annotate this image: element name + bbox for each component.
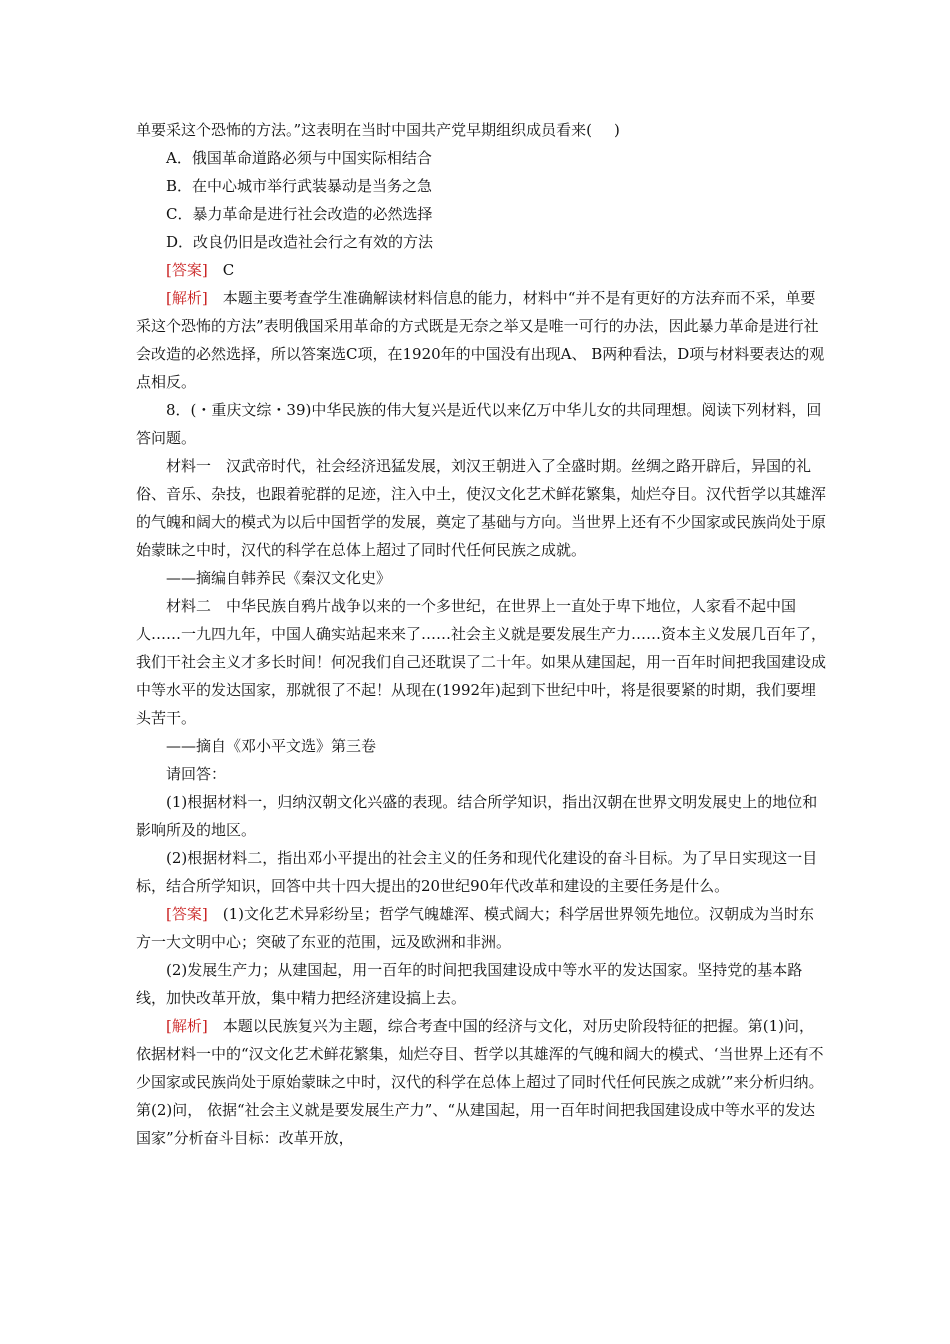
q8-analysis [136, 1012, 826, 1152]
q7-stem-tail [136, 116, 826, 144]
q8-material-1: 材料一 汉武帝时代，社会经济迅猛发展，刘汉王朝进入了全盛时期。丝绸之路开辟后，异国的礼俗、音乐、杂技，也跟着驼群的足迹，注入中土，使汉文化艺术鲜花繁集，灿烂夺目。汉代哲学以其雄浑的气魄和阔大的模式为以后中国哲学的发展，奠定了基础与方向。当世界上还有不少国家或民族尚处于原始蒙昧之中时，汉代的科学在总体上超过了同时代任何民族之成就。 [136, 457, 827, 559]
q8-analysis-text: 本题以民族复兴为主题，综合考查中国的经济与文化，对历史阶段特征的把握。第(1)问，依据材料一中的“汉文化艺术鲜花繁集，灿烂夺目、哲学以其雄浑的气魄和阔大的模式、‘当世界上还有不少国家或民族尚处于原始蒙昧之中时，汉代的科学在总体上超过了同时代任何民族之成就’”来分析归纳。第(2)问， 依据“社会主义就是要发展生产力”、“从建国起，用一百年时间把我国建设成中等水平的发达国家”分析奋斗目标：改革开放， [136, 1017, 824, 1147]
analysis-tag: [解析] [166, 1017, 208, 1035]
q8-answer-2: (2)发展生产力；从建国起，用一百年的时间把我国建设成中等水平的发达国家。坚持党的基本路线，加快改革开放，集中精力把经济建设搞上去。 [136, 961, 803, 1007]
q7-option-a: A．俄国革命道路必须与中国实际相结合 [166, 149, 432, 167]
answer-tag: [答案] [166, 905, 208, 923]
q7-option-c: C．暴力革命是进行社会改造的必然选择 [166, 205, 433, 223]
analysis-tag: [解析] [166, 289, 208, 307]
q8-subquestion-1: (1)根据材料一，归纳汉朝文化兴盛的表现。结合所学知识，指出汉朝在世界文明发展史上的地位和影响所及的地区。 [136, 793, 818, 839]
q8-answer-1 [136, 900, 826, 956]
q7-analysis [136, 284, 826, 396]
q7-analysis-text: 本题主要考查学生准确解读材料信息的能力，材料中“并不是有更好的方法弃而不采，单要采这个恐怖的方法”表明俄国采用革命的方式既是无奈之举又是唯一可行的办法，因此暴力革命是进行社会改造的必然选择，所以答案选C项，在1920年的中国没有出现A、 B两种看法，D项与材料要表达的观点相反。 [136, 289, 825, 391]
q7-stem-text: 单要采这个恐怖的方法。”这表明在当时中国共产党早期组织成员看来( [136, 121, 593, 139]
q7-answer [136, 256, 826, 284]
q7-option-d: D．改良仍旧是改造社会行之有效的方法 [166, 233, 434, 251]
answer-tag: [答案] [166, 261, 208, 279]
q8-source-2: ——摘自《邓小平文选》第三卷 [166, 737, 377, 755]
q8-subquestion-2: (2)根据材料二，指出邓小平提出的社会主义的任务和现代化建设的奋斗目标。为了早日实现这一目标，结合所学知识，回答中共十四大提出的20世纪90年代改革和建设的主要任务是什么。 [136, 849, 818, 895]
q8-material-2: 材料二 中华民族自鸦片战争以来的一个多世纪，在世界上一直处于卑下地位，人家看不起中国人……一九四九年，中国人确实站起来来了……社会主义就是要发展生产力……资本主义发展几百年了，我们干社会主义才多长时间！何况我们自己还耽误了二十年。如果从建国起，用一百年时间把我国建设成中等水平的发达国家，那就很了不起！从现在(1992年)起到下世纪中叶，将是很要紧的时期，我们要埋头苦干。 [136, 597, 827, 727]
q8-prompt: 请回答： [166, 765, 227, 783]
q8-answer-1-text: (1)文化艺术异彩纷呈；哲学气魄雄浑、模式阔大；科学居世界领先地位。汉朝成为当时东方一大文明中心；突破了东亚的范围，远及欧洲和非洲。 [136, 905, 814, 951]
q8-source-1: ——摘编自韩养民《秦汉文化史》 [166, 569, 392, 587]
q8-stem: 8．(・重庆文综・39)中华民族的伟大复兴是近代以来亿万中华儿女的共同理想。阅读下列材料，回答问题。 [136, 401, 822, 447]
q7-option-b: B．在中心城市举行武装暴动是当务之急 [166, 177, 433, 195]
document-body [136, 116, 826, 1152]
q7-answer-value: C [222, 261, 235, 279]
q7-stem-close: ) [614, 121, 620, 139]
